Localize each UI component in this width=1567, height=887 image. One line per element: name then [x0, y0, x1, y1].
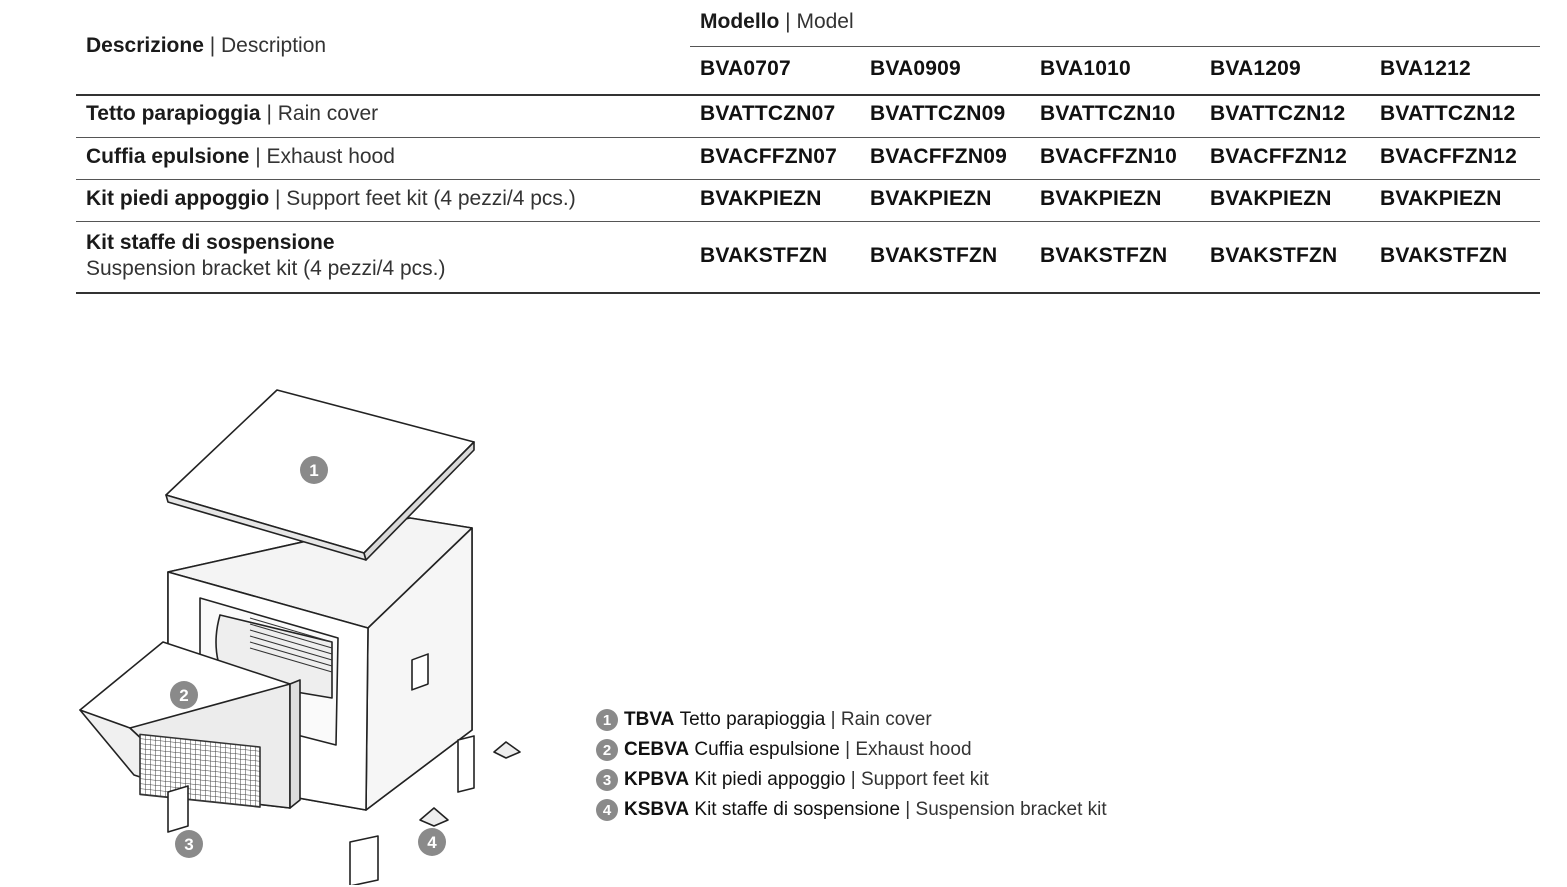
legend-code: KSBVA: [624, 799, 690, 820]
table-row-label: [86, 231, 335, 255]
table-cell: BVATTCZN07: [700, 102, 836, 125]
legend-item: [596, 709, 932, 731]
legend-label-en: Suspension bracket kit: [915, 799, 1107, 820]
legend-sep: |: [825, 709, 841, 730]
row-label-en: Exhaust hood: [266, 145, 395, 168]
table-row-label: [86, 102, 378, 126]
legend-label-it: Cuffia espulsione: [694, 739, 840, 760]
table-cell: BVATTCZN09: [870, 102, 1006, 125]
table-cell: BVAKSTFZN: [700, 244, 828, 267]
row-divider: [76, 137, 1540, 138]
row-label-it: Kit piedi appoggio: [86, 187, 270, 210]
description-header-sep: |: [203, 34, 222, 57]
model-code: BVA1209: [1210, 57, 1301, 80]
table-cell: BVACFFZN10: [1040, 145, 1177, 168]
legend-label-en: Exhaust hood: [855, 739, 972, 760]
callout-badge-4: [418, 828, 446, 856]
table-bottom-rule: [76, 292, 1540, 294]
table-cell: BVATTCZN12: [1380, 102, 1516, 125]
description-header-it: Descrizione: [86, 34, 204, 57]
callout-label: 2: [179, 686, 189, 705]
legend-label-it: Kit staffe di sospensione: [694, 799, 901, 820]
table-cell: BVAKPIEZN: [1380, 187, 1502, 210]
table-cell: BVAKPIEZN: [700, 187, 822, 210]
legend-code: TBVA: [624, 709, 675, 730]
table-cell: BVACFFZN12: [1210, 145, 1347, 168]
table-cell: BVAKSTFZN: [870, 244, 998, 267]
row-divider: [76, 179, 1540, 180]
row-label-en: Rain cover: [277, 102, 379, 125]
model-header-rule: [690, 46, 1540, 47]
row-label-en: Suspension bracket kit (4 pezzi/4 pcs.): [86, 257, 446, 280]
callout-label: 1: [309, 461, 319, 480]
legend-number-badge: 4: [596, 799, 618, 821]
row-divider: [76, 221, 1540, 222]
legend-number-badge: 3: [596, 769, 618, 791]
callout-label: 3: [184, 835, 194, 854]
legend-sep: |: [845, 769, 861, 790]
table-cell: BVAKSTFZN: [1380, 244, 1508, 267]
row-label-sep: |: [269, 187, 287, 210]
callout-badge-2: [170, 681, 198, 709]
table-cell: BVACFFZN09: [870, 145, 1007, 168]
table-cell: BVAKSTFZN: [1210, 244, 1338, 267]
model-code: BVA0909: [870, 57, 961, 80]
table-row-label: [86, 145, 395, 169]
legend-label-en: Support feet kit: [860, 769, 989, 790]
model-code: BVA0707: [700, 57, 791, 80]
model-code: BVA1212: [1380, 57, 1471, 80]
header-bottom-rule: [76, 94, 1540, 96]
legend-code: KPBVA: [624, 769, 690, 790]
row-label-sep: |: [260, 102, 278, 125]
table-cell: BVACFFZN07: [700, 145, 837, 168]
legend-label-en: Rain cover: [840, 709, 932, 730]
table-cell: BVAKPIEZN: [870, 187, 992, 210]
row-label-en: Support feet kit (4 pezzi/4 pcs.): [286, 187, 576, 210]
description-header-en: Description: [221, 34, 327, 57]
model-header: [700, 10, 854, 34]
legend-sep: |: [839, 739, 856, 760]
row-label-it: Cuffia epulsione: [86, 145, 250, 168]
legend-code: CEBVA: [624, 739, 690, 760]
table-cell: BVAKPIEZN: [1040, 187, 1162, 210]
table-cell: BVAKSTFZN: [1040, 244, 1168, 267]
callout-badge-3: [175, 830, 203, 858]
exploded-unit-illustration: [60, 380, 540, 885]
table-row-label: [86, 187, 576, 211]
model-header-sep: |: [779, 10, 797, 33]
model-code: BVA1010: [1040, 57, 1131, 80]
legend-sep: |: [900, 799, 916, 820]
description-header: [86, 34, 326, 58]
legend-number-badge: 1: [596, 709, 618, 731]
legend-item: [596, 739, 972, 761]
legend-item: [596, 799, 1107, 821]
table-cell: BVAKPIEZN: [1210, 187, 1332, 210]
callout-label: 4: [427, 833, 437, 852]
callout-badge-1: [300, 456, 328, 484]
legend-label-it: Tetto parapioggia: [679, 709, 826, 730]
row-label-sep: |: [249, 145, 267, 168]
legend-label-it: Kit piedi appoggio: [694, 769, 846, 790]
legend-item: [596, 769, 989, 791]
legend-number-badge: 2: [596, 739, 618, 761]
table-cell: BVACFFZN12: [1380, 145, 1517, 168]
model-header-en: Model: [796, 10, 854, 33]
model-header-it: Modello: [700, 10, 780, 33]
row-label-it: Kit staffe di sospensione: [86, 231, 335, 254]
table-row-sublabel: [86, 257, 446, 281]
table-cell: BVATTCZN12: [1210, 102, 1346, 125]
row-label-it: Tetto parapioggia: [86, 102, 261, 125]
table-cell: BVATTCZN10: [1040, 102, 1176, 125]
